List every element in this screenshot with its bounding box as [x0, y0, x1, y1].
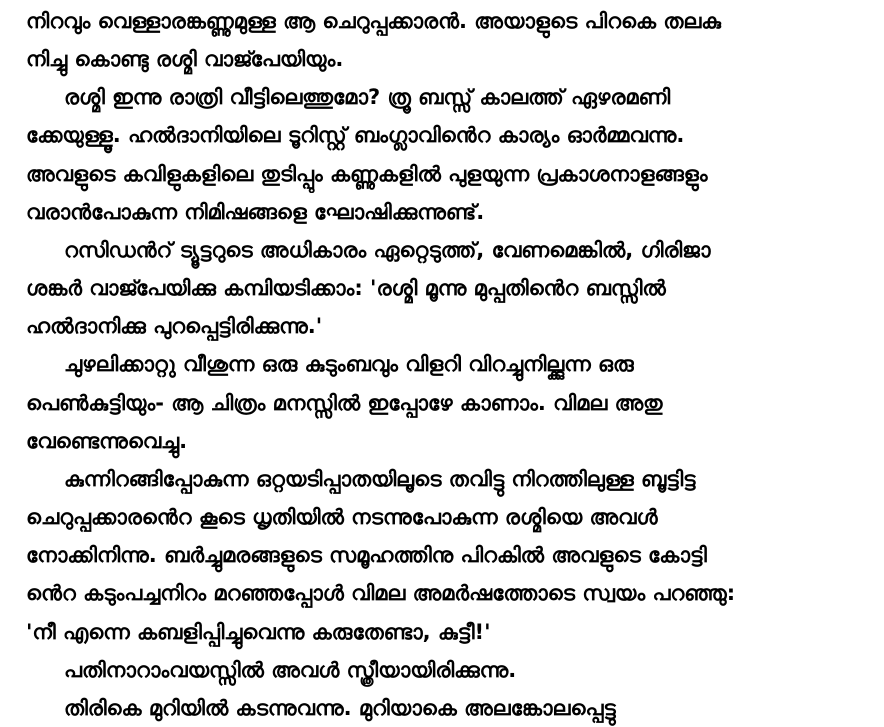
text-line-15: നോക്കിനിന്നു. ബർച്ചുമരങ്ങളുടെ സമൂഹത്തിനു പിറകിൽ അവളുടെ കോട്ടി: [26, 543, 707, 568]
text-line-10: ചുഴലിക്കാറ്റു വീശുന്ന ഒരു കുടുംബവും വിളറി വിറച്ചുനില്ക്കുന്ന ഒരു: [64, 352, 634, 377]
text-line-6: വരാൻപോകുന്ന നിമിഷങ്ങളെ ഘോഷിക്കുന്നുണ്ട്.: [26, 199, 485, 224]
text-line-16: ൻെറ കടുംപച്ചനിറം മറഞ്ഞപ്പോൾ വിമല അമർഷത്തോടെ സ്വയം പറഞ്ഞു:: [26, 581, 736, 606]
text-line-7: റസിഡൻറ് ട്യൂട്ടറുടെ അധികാരം ഏറ്റെടുത്ത്, വേണമെങ്കിൽ, ഗിരിജാ: [64, 237, 711, 262]
text-line-11: പെൺകുട്ടിയും- ആ ചിത്രം മനസ്സിൽ ഇപ്പോഴേ കാണാം. വിമല അതു: [26, 390, 663, 415]
text-line-13: കുന്നിറങ്ങിപ്പോകുന്ന ഒറ്റയടിപ്പാതയിലൂടെ തവിട്ടു നിറത്തിലുള്ള ബൂട്ടിട്ട: [64, 466, 696, 491]
text-line-1: നിറവും വെള്ളാരങ്കണ്ണുമുള്ള ആ ചെറുപ്പക്കാരൻ. അയാളുടെ പിറകെ തലകു: [26, 9, 722, 33]
text-line-4: ക്കേയുള്ളൂ. ഹൽദാനിയിലെ ടൂറിസ്റ്റ് ബംഗ്ലാവിൻെറ കാര്യം ഓർമ്മവന്നു.: [26, 123, 685, 148]
text-line-2: നിച്ചു കൊണ്ടു രശ്മി വാജ്പേയിയും.: [26, 47, 344, 72]
text-line-8: ശങ്കർ വാജ്പേയിക്കു കമ്പിയടിക്കാം: 'രശ്മി മൂന്നു മുപ്പതിൻെറ ബസ്സിൽ: [26, 276, 666, 301]
text-line-12: വേണ്ടെന്നുവെച്ചു.: [26, 428, 188, 453]
text-line-17: 'നീ എന്നെ കബളിപ്പിച്ചുവെന്നു കരുതേണ്ടാ, കുട്ടീ!': [26, 619, 491, 644]
text-line-9: ഹൽദാനിക്കു പുറപ്പെട്ടിരിക്കുന്നു.': [26, 314, 323, 339]
text-line-3: രശ്മി ഇന്നു രാത്രി വീട്ടിലെത്തുമോ? ത്രൂ ബസ്സ് കാലത്ത് ഏഴരമണി: [64, 85, 671, 110]
text-line-14: ചെറുപ്പക്കാരൻെറ കൂടെ ധൃതിയിൽ നടന്നുപോകുന്ന രശ്മിയെ അവൾ: [26, 505, 658, 530]
text-line-5: അവളുടെ കവിളുകളിലെ തുടിപ്പും കണ്ണുകളിൽ പുളയുന്ന പ്രകാശനാളങ്ങളും: [26, 161, 708, 186]
text-line-19: തിരികെ മുറിയിൽ കടന്നുവന്നു. മുറിയാകെ അലങ്കോലപ്പെട്ടു: [64, 695, 616, 720]
text-line-18: പതിനാറാംവയസ്സിൽ അവൾ സ്ത്രീയായിരിക്കുന്നു.: [64, 657, 517, 682]
